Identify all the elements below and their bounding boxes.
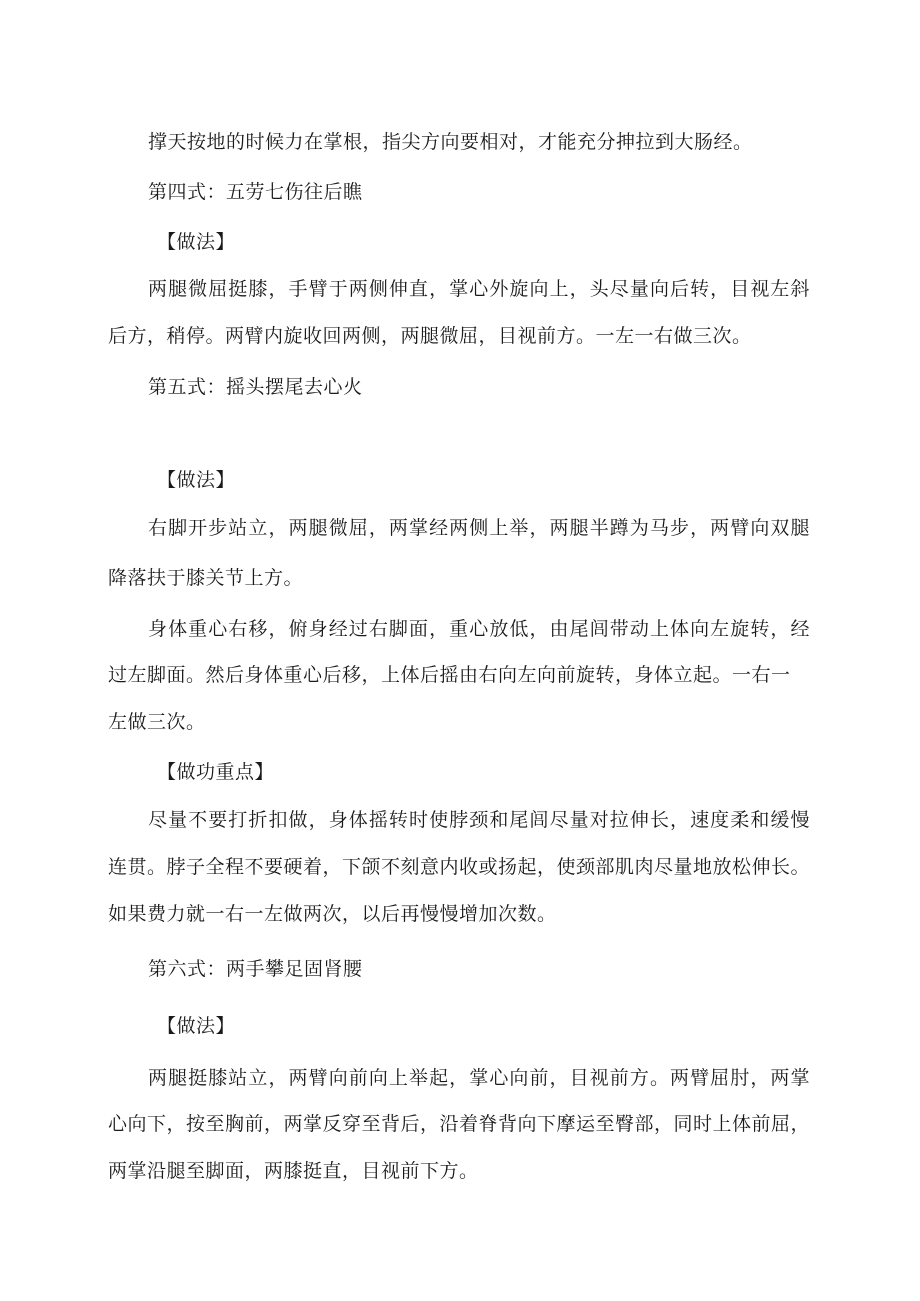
method-label: 【做法】	[157, 1015, 236, 1037]
method-label: 【做法】	[157, 469, 236, 491]
paragraph-line: 尽量不要打折扣做，身体摇转时使脖颈和尾闾尽量对拉伸长，速度柔和缓慢	[148, 809, 810, 831]
paragraph-line: 两腿微屈挺膝，手臂于两侧伸直，掌心外旋向上，头尽量向后转，目视左斜	[148, 278, 810, 300]
section-heading-4: 第四式：五劳七伤往后瞧	[148, 181, 363, 203]
paragraph-line: 降落扶于膝关节上方。	[108, 567, 304, 589]
paragraph-line: 右脚开步站立，两腿微屈，两掌经两侧上举，两腿半蹲为马步，两臂向双腿	[148, 517, 810, 539]
paragraph-line: 左做三次。	[108, 711, 206, 733]
paragraph-line: 两腿挺膝站立，两臂向前向上举起，掌心向前，目视前方。两臂屈肘，两掌	[148, 1067, 810, 1089]
paragraph-line: 心向下，按至胸前，两掌反穿至背后，沿着脊背向下摩运至臀部，同时上体前屈，	[108, 1113, 811, 1135]
paragraph-line: 两掌沿腿至脚面，两膝挺直，目视前下方。	[108, 1160, 479, 1182]
paragraph-line: 连贯。脖子全程不要硬着，下颌不刻意内收或扬起，使颈部肌肉尽量地放松伸长。	[108, 856, 811, 878]
paragraph-line: 撑天按地的时候力在掌根，指尖方向要相对，才能充分抻拉到大肠经。	[148, 131, 753, 153]
paragraph-line: 身体重心右移，俯身经过右脚面，重心放低，由尾闾带动上体向左旋转，经	[148, 618, 810, 640]
method-label: 【做法】	[157, 231, 236, 253]
section-heading-5: 第五式：摇头摆尾去心火	[148, 376, 363, 398]
section-heading-6: 第六式：两手攀足固肾腰	[148, 958, 363, 980]
paragraph-line: 后方，稍停。两臂内旋收回两侧，两腿微屈，目视前方。一左一右做三次。	[108, 325, 752, 347]
key-points-label: 【做功重点】	[157, 761, 275, 783]
paragraph-line: 如果费力就一右一左做两次，以后再慢慢增加次数。	[108, 903, 557, 925]
paragraph-line: 过左脚面。然后身体重心后移，上体后摇由右向左向前旋转，身体立起。一右一	[108, 664, 791, 686]
